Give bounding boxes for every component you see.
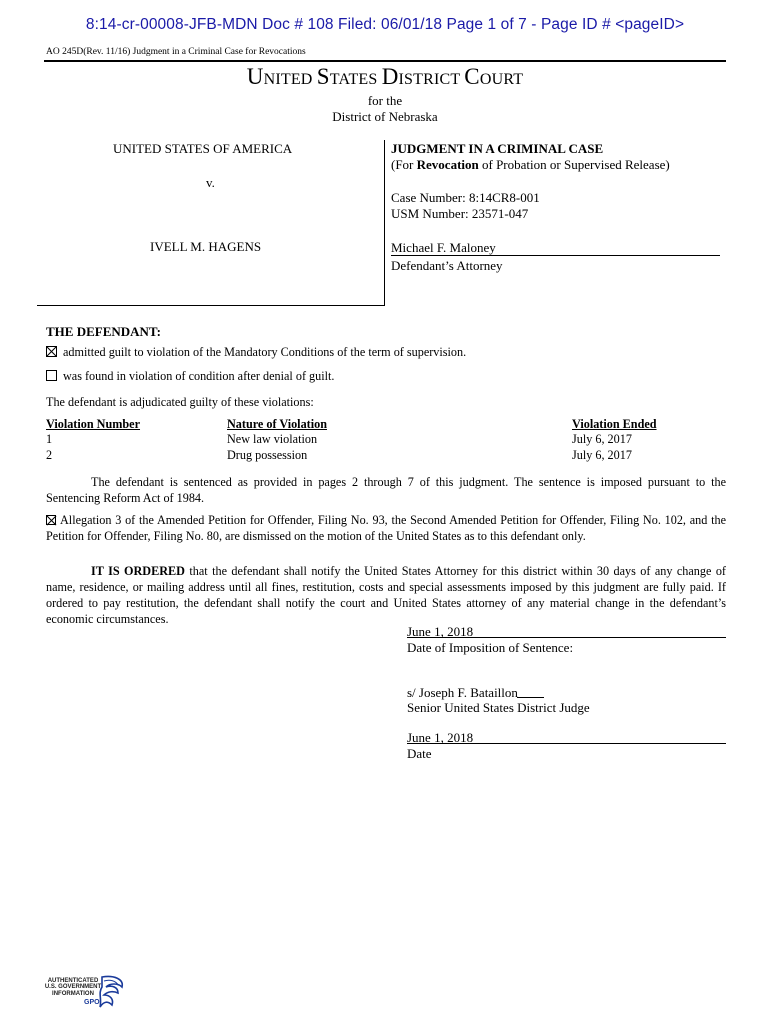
table-cell-nature: New law violation <box>227 432 318 446</box>
found-checkbox[interactable] <box>46 370 57 381</box>
imposition-date: June 1, 2018 <box>407 624 474 639</box>
signature-date: June 1, 2018 <box>407 730 474 745</box>
ordered-paragraph: IT IS ORDERED that the defendant shall notify the United States Attorney for this district within 30 days of any change of name, residence, or mailing address until all fines, restitution, costs and special assessments imposed by this judgment are fully paid. If ordered to pay restitution, the defendant shall notify the court and United States attorney of any material change in the defendant’s economic circumstances. <box>46 564 726 626</box>
judge-title: Senior United States District Judge <box>407 700 590 715</box>
allegation-checkbox[interactable] <box>46 515 56 525</box>
judgment-title: JUDGMENT IN A CRIMINAL CASE <box>391 141 604 156</box>
for-the-label: for the <box>367 93 403 108</box>
plaintiff-name: UNITED STATES OF AMERICA <box>113 141 293 156</box>
case-number: Case Number: 8:14CR8-001 <box>391 190 540 205</box>
usm-number: USM Number: 23571-047 <box>391 206 529 221</box>
table-header-ended: Violation Ended <box>572 417 657 431</box>
sentence-paragraph: The defendant is sentenced as provided in pages 2 through 7 of this judgment. The sentence is imposed pursuant to the Sentencing Reform Act of 1984. <box>46 475 726 505</box>
admitted-checkbox[interactable] <box>46 346 57 357</box>
signature-rule <box>517 697 544 698</box>
table-cell-nature: Drug possession <box>227 448 308 462</box>
caption-divider <box>384 140 385 306</box>
attorney-name: Michael F. Maloney <box>391 240 496 255</box>
form-identifier: AO 245D(Rev. 11/16) Judgment in a Criminal Case for Revocations <box>46 47 306 57</box>
table-header-nature: Nature of Violation <box>227 417 327 431</box>
table-cell-ended: July 6, 2017 <box>572 448 632 462</box>
attorney-label: Defendant’s Attorney <box>391 258 503 273</box>
district-name: District of Nebraska <box>332 109 438 124</box>
imposition-date-label: Date of Imposition of Sentence: <box>407 640 574 655</box>
caption-bottom-rule <box>37 305 385 306</box>
top-rule <box>44 60 726 62</box>
judgment-subtitle: (For Revocation of Probation or Supervised Release) <box>391 157 670 172</box>
signature-date-label: Date <box>407 746 432 761</box>
judge-signature: s/ Joseph F. Bataillon <box>407 685 518 700</box>
versus-label: v. <box>206 175 215 190</box>
imposition-date-rule <box>407 637 726 638</box>
court-title: UNITED STATES DISTRICT COURT <box>246 64 524 89</box>
defendant-name: IVELL M. HAGENS <box>150 239 262 254</box>
admitted-option <box>46 345 466 360</box>
admitted-label: admitted guilt to violation of the Mandatory Conditions of the term of supervision. <box>63 345 467 359</box>
gpo-authenticated-logo: AUTHENTICATED U.S. GOVERNMENT INFORMATION GPO <box>44 973 128 1017</box>
attorney-rule <box>391 255 720 256</box>
table-cell-number: 2 <box>46 448 53 462</box>
defendant-heading: THE DEFENDANT: <box>46 324 161 339</box>
found-label: was found in violation of condition after denial of guilt. <box>63 369 335 383</box>
adjudicated-text: The defendant is adjudicated guilty of these violations: <box>46 395 314 409</box>
found-option <box>46 369 334 384</box>
signature-date-rule <box>407 743 726 744</box>
filing-header-stamp: 8:14-cr-00008-JFB-MDN Doc # 108 Filed: 06/01/18 Page 1 of 7 - Page ID # <pageID> <box>85 16 685 33</box>
table-cell-ended: July 6, 2017 <box>572 432 632 446</box>
table-cell-number: 1 <box>46 432 53 446</box>
table-header-number: Violation Number <box>46 417 141 431</box>
allegation-paragraph: Allegation 3 of the Amended Petition for Offender, Filing No. 93, the Second Amended Petition for Offender, Filing No. 102, and the Petition for Offender, Filing No. 80, are dismissed on the motion of the United States as to this defendant only. <box>46 513 726 543</box>
eagle-icon <box>44 973 128 1017</box>
